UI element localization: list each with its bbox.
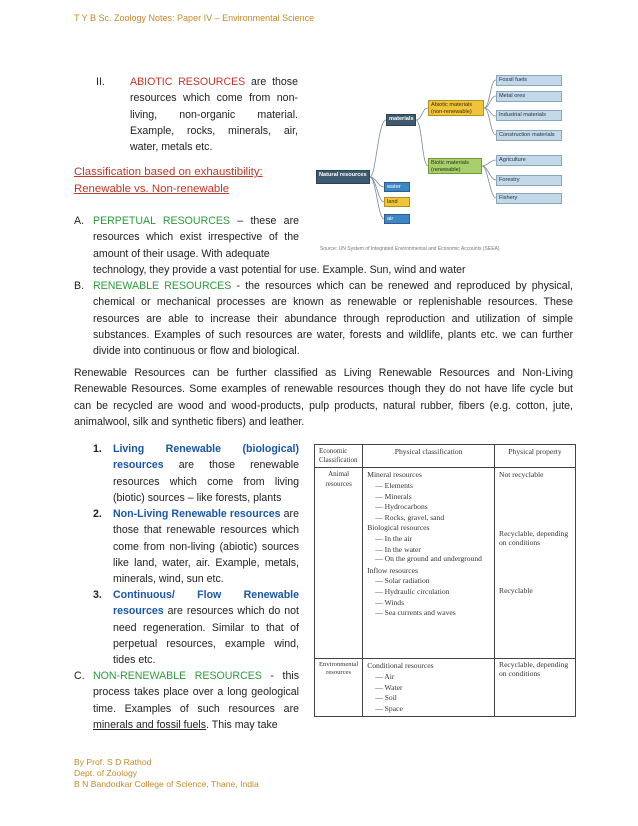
diagram-metal-ores: Metal ores <box>496 91 562 102</box>
table-header-physical: Physical classification <box>363 445 495 468</box>
table-in-air: — In the air <box>375 533 413 543</box>
list-item-nonliving-title: Non-Living Renewable resources <box>113 508 281 520</box>
table-header-economic: Economic Classification <box>315 445 363 468</box>
perpetual-continued: technology, they provide a vast potential for use. Example. Sun, wind and water <box>93 264 466 276</box>
renewable-title: RENEWABLE RESOURCES <box>93 280 232 292</box>
nonrenewable-letter: C. <box>74 670 85 682</box>
classification-title: Classification based on exhaustibility: <box>74 166 263 178</box>
abiotic-paragraph <box>130 74 298 155</box>
resource-diagram <box>314 74 576 260</box>
table-header-row <box>315 445 576 468</box>
diagram-industrial: Industrial materials <box>496 110 562 121</box>
diagram-abiotic: Abiotic materials (non-renewable) <box>428 100 484 116</box>
table-winds: — Winds <box>375 597 405 607</box>
perpetual-paragraph <box>93 213 299 262</box>
table-recyclable-depending-1: Recyclable, depending on conditions <box>499 529 569 547</box>
table-soil: — Soil <box>375 693 397 703</box>
table-hydrocarbons: — Hydrocarbons <box>375 502 428 512</box>
diagram-air: air <box>384 214 410 224</box>
table-solar: — Solar radiation <box>375 576 430 586</box>
table-biological: Biological resources <box>367 523 430 533</box>
page-header: T Y B Sc. Zoology Notes: Paper IV – Environmental Science <box>74 13 315 23</box>
renewable-classification-paragraph: Renewable Resources can be further classified as Living Renewable Resources and Non-Living Renewable Resources. Some examples of renewable resources though they do not have life cycle but can be recycled are wood and wood-products, pulp products, natural rubber, fibers (e.g. cotton, jute, animalwool, silk and synthetic fibers) and leather. <box>74 367 573 428</box>
footer <box>74 757 259 790</box>
list-item-nonliving <box>113 506 299 587</box>
diagram-land: land <box>384 197 410 207</box>
table-cell-property-animal <box>495 468 576 659</box>
classification-table <box>314 444 576 717</box>
diagram-fossil-fuels: Fossil fuels <box>496 75 562 86</box>
table-recyclable: Recyclable <box>499 586 533 596</box>
list-num-2: 2. <box>93 508 102 520</box>
table-on-ground: — On the ground and underground <box>375 554 482 564</box>
table-row <box>315 468 576 659</box>
classification-subtitle: Renewable vs. Non-renewable <box>74 183 230 195</box>
list-num-3: 3. <box>93 589 102 601</box>
footer-college: B N Bandodkar College of Science, Thane, India <box>74 779 259 789</box>
table-minerals: — Minerals <box>375 491 412 501</box>
perpetual-text: – these are resources which exist irrespective of the amount of their usage. With adequate <box>93 215 299 260</box>
nonrenewable-title: NON-RENEWABLE RESOURCES <box>93 670 262 682</box>
footer-author: By Prof. S D Rathod <box>74 757 152 767</box>
table-conditional: Conditional resources <box>367 661 434 671</box>
table-cell-physical-animal <box>363 468 495 659</box>
diagram-natural-resources: Natural resources <box>316 170 370 184</box>
list-item-living-text: are those renewable resources which come from living (biotic) sources – like forests, plants <box>113 459 299 504</box>
table-rocks: — Rocks, gravel, sand <box>375 512 445 522</box>
diagram-agriculture: Agriculture <box>496 155 562 166</box>
table-air: — Air <box>375 672 395 681</box>
table-header-property: Physical property <box>495 445 576 468</box>
table-cell-environmental: Environmental resources <box>315 659 363 717</box>
table-space: — Space <box>375 703 403 713</box>
nonrenewable-text-end: . This may take <box>206 718 278 731</box>
table-not-recyclable: Not recyclable <box>499 470 544 480</box>
diagram-water: water <box>384 182 410 192</box>
perpetual-title: PERPETUAL RESOURCES <box>93 215 230 227</box>
list-item-living-title: Living Renewable (biological) resources <box>113 443 299 472</box>
nonrenewable-paragraph <box>93 668 299 733</box>
renewable-letter: B. <box>74 280 85 292</box>
diagram-materials: materials <box>386 114 416 126</box>
diagram-fishery: Fishery <box>496 193 562 204</box>
list-item-continuous-title: Continuous/ Flow Renewable resources <box>113 589 299 618</box>
table-cell-property-env: Recyclable, depending on conditions <box>495 659 576 717</box>
list-item-living <box>113 441 299 506</box>
table-water: — Water <box>375 682 403 692</box>
classification-table-wrap <box>314 444 576 717</box>
table-row <box>315 659 576 717</box>
abiotic-number: II. <box>96 76 105 88</box>
diagram-biotic: Biotic materials (renewable) <box>428 158 482 174</box>
abiotic-title: ABIOTIC RESOURCES <box>130 76 246 88</box>
classification-heading <box>74 164 304 198</box>
table-in-water: — In the water <box>375 544 421 554</box>
nonrenewable-underlined: minerals and fossil fuels <box>93 718 207 731</box>
perpetual-letter: A. <box>74 215 85 227</box>
table-sea: — Sea currents and waves <box>375 608 456 618</box>
table-mineral: Mineral resources <box>367 470 422 480</box>
diagram-source: Source: UN System of Integrated Environmental and Economic Accounts (SEEA) <box>320 246 500 252</box>
footer-dept: Dept. of Zoology <box>74 768 138 778</box>
renewable-paragraph <box>93 278 573 359</box>
table-hydraulic: — Hydraulic circulation <box>375 586 450 596</box>
diagram-forestry: Forestry <box>496 175 562 186</box>
table-elements: — Elements <box>375 481 413 490</box>
table-cell-animal: Animal resources <box>315 468 363 659</box>
list-num-1: 1. <box>93 443 102 455</box>
list-item-nonliving-text: are those that renewable resources which come from non-living (abiotic) sources like land, water, air. Example, metals, minerals, wind, sun etc. <box>113 508 299 586</box>
diagram-construction: Construction materials <box>496 130 562 141</box>
abiotic-text: are those resources which come from non-living, non-organic material. Example, rocks, minerals, air, water, metals etc. <box>130 76 298 154</box>
nonrenewable-text: - this process takes place over a long geological time. Examples of such resources are <box>93 670 300 715</box>
list-item-continuous-text: are resources which do not need regeneration. Similar to that of perpetual resources, example wind, tides etc. <box>113 605 299 667</box>
list-item-continuous <box>113 587 299 668</box>
table-inflow: Inflow resources <box>367 565 419 575</box>
table-cell-physical-env <box>363 659 495 717</box>
renewable-text: - the resources which can be renewed and reproduced by physical, chemical or mechanical processes are known as renewable or replenishable resources. These resources are able to increase their abundance through reproduction and utilization of simple substances. Examples of such resources are water, forests and wildlife, plants etc. we can further divide into continuous or flow and biological. <box>93 280 574 358</box>
